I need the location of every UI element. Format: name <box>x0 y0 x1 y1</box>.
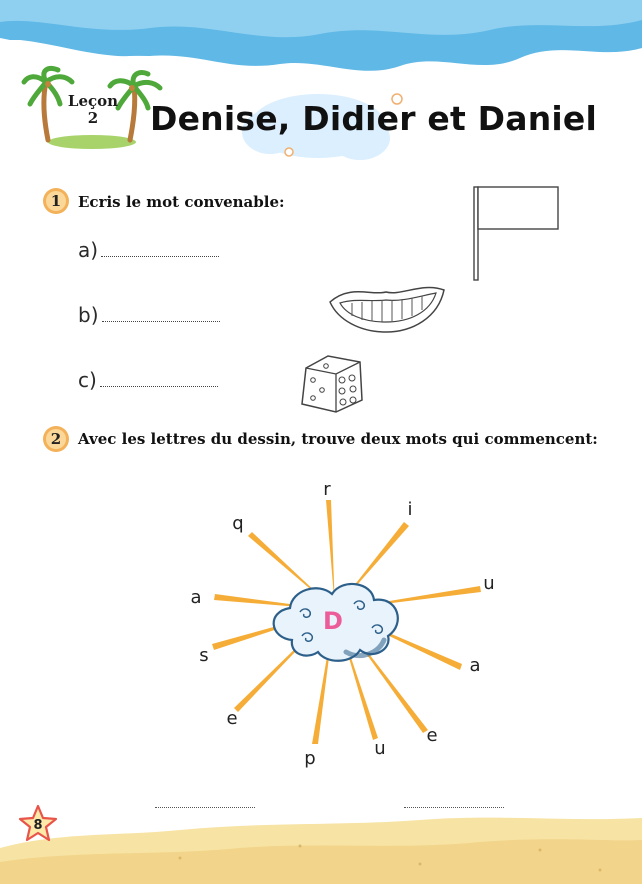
exercise2-instruction: Avec les lettres du dessin, trouve deux mots qui commencent: <box>78 430 598 448</box>
dice-icon <box>302 356 362 412</box>
answer-field-a[interactable] <box>101 255 219 257</box>
exercise1-number: 1 <box>50 192 62 210</box>
sun-letter: r <box>323 479 331 500</box>
answer-line-b <box>78 303 220 327</box>
exercise1-instruction: Ecris le mot convenable: <box>78 193 285 211</box>
mouth-icon <box>330 287 444 332</box>
sun-letter: u <box>483 573 495 594</box>
item-label-b: b) <box>78 303 99 327</box>
center-letter: D <box>323 607 343 635</box>
sand-ground <box>0 818 642 884</box>
page-title: Denise, Didier et Daniel <box>150 99 598 138</box>
sun-letter: e <box>226 708 238 729</box>
sun-letter: u <box>374 738 386 759</box>
sun-letter: s <box>199 645 209 666</box>
word-answer-field-2[interactable] <box>404 806 504 808</box>
exercise2-number: 2 <box>50 430 62 448</box>
item-label-a: a) <box>78 238 99 262</box>
lesson-number: 2 <box>87 109 99 127</box>
sun-letter: a <box>469 655 481 676</box>
item-label-c: c) <box>78 368 97 392</box>
sun-letter: e <box>426 725 438 746</box>
flag-icon <box>474 187 558 280</box>
sun-letter: q <box>232 513 244 534</box>
answer-line-a <box>78 238 219 262</box>
lesson-label <box>60 93 126 127</box>
word-answer-field-1[interactable] <box>155 806 255 808</box>
sun-letter: i <box>407 499 413 520</box>
answer-line-c <box>78 368 218 392</box>
sky-wave-banner <box>0 0 642 89</box>
answer-field-b[interactable] <box>102 320 220 322</box>
answer-field-c[interactable] <box>100 385 218 387</box>
sun-letter: p <box>304 748 316 769</box>
sun-letter: a <box>190 587 202 608</box>
page-number: 8 <box>33 818 43 833</box>
lesson-word: Leçon <box>67 92 119 110</box>
